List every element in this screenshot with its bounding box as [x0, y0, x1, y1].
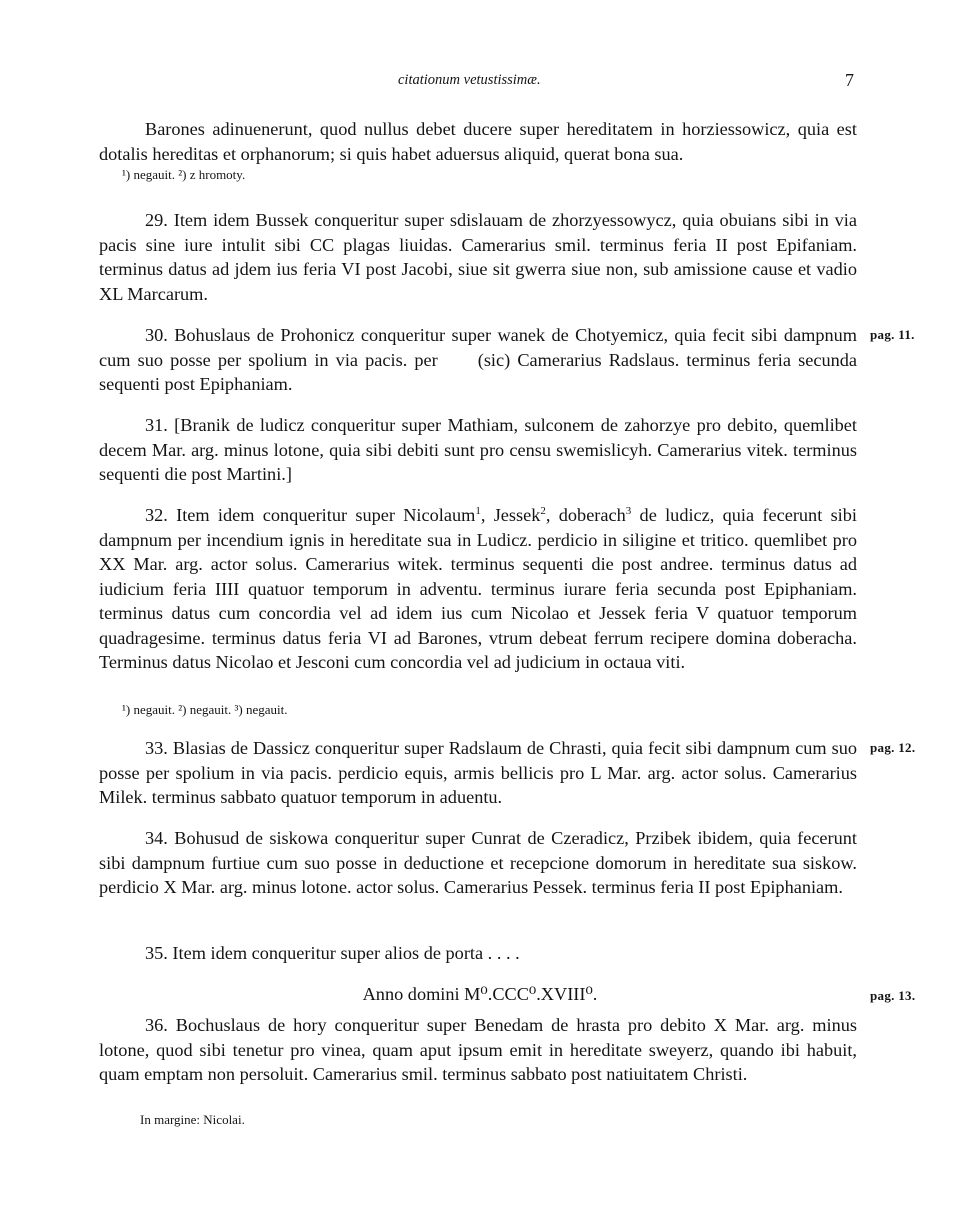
paragraph-36	[99, 1013, 857, 1087]
paragraph-32-part-b: , Jessek	[480, 505, 541, 525]
footnote-ref: 3	[625, 504, 632, 517]
paragraph-31	[99, 413, 857, 487]
paragraph-30-part-b: (sic) Camerarius Radslaus. terminus feria secunda sequenti post Epiphaniam.	[99, 349, 857, 394]
footnote-ref: 2	[540, 504, 546, 517]
side-note-pag-13: pag. 13.	[870, 988, 916, 1003]
page-header	[0, 72, 960, 96]
paragraph-32-part-c: , doberach	[545, 505, 626, 525]
footnote-ref: 1	[475, 504, 481, 517]
paragraph-33	[99, 736, 857, 810]
paragraph-continuation	[99, 117, 857, 166]
paragraph-text: Barones adinuenerunt, quod nullus debet ducere super hereditatem in horziessowicz, quia est dotalis hereditas et orphanorum; si quis habet aduersus aliquid, querat bona sua.	[99, 119, 857, 164]
paragraph-text	[99, 323, 857, 397]
side-note-pag-11: pag. 11.	[870, 327, 915, 342]
paragraph-30-part-a: 30. Bohuslaus de Prohonicz conqueritur super wanek de Chotyemicz, quia fecit sibi dampnum cum suo posse per spolium in via pacis. per	[99, 325, 857, 370]
paragraph-32-part-d: de ludicz, quia fecerunt sibi dampnum per incendium ignis in hereditate sua in Ludicz. perdicio in siligine et tritico. quemlibet pro XX Mar. arg. actor solus. Camerarius witek. terminus sequenti die post andree. terminus datus ad iudicium feria IIII quatuor temporum in adventu. terminus iurare feria secunda post Epiphaniam. terminus datus cum concordia vel ad idem ius cum Nicolao et Jessek feria V quatuor temporum quadragesime. terminus datus feria VI ad Barones, vtrum debeat ferrum recipere domina doberacha. Terminus datus Nicolao et Jesconi cum concordia vel ad judicium in octaua viti.	[99, 505, 857, 672]
paragraph-text: 33. Blasias de Dassicz conqueritur super Radslaum de Chrasti, quia fecit sibi dampnum cum suo posse per spolium in via pacis. perdicio equis, armis bellicis pro L Mar. arg. actor solus. Camerarius Milek. terminus sabbato quatuor temporum in aduentu.	[99, 738, 857, 807]
running-title: citationum vetustissimæ.	[398, 72, 541, 88]
paragraph-text: 36. Bochuslaus de hory conqueritur super Benedam de hrasta pro debito X Mar. arg. minus lotone, quod sibi tenetur pro vinea, quam aput ipsum emit in hereditate sweyerz, quando ibi habuit, quam emptam non persoluit. Camerarius smil. terminus sabbato post natiuitatem Christi.	[99, 1015, 857, 1084]
paragraph-34	[99, 826, 857, 900]
paragraph-text: 29. Item idem Bussek conqueritur super sdislauam de zhorzyessowycz, quia obuians sibi in via pacis sine iure intulit sibi CC plagas liuidas. Camerarius smil. terminus feria II post Epifaniam. terminus datus ad jdem ius feria VI post Jacobi, siue sit gwerra siue non, sub amissione cause et vadio XL Marcarum.	[99, 210, 857, 304]
side-note-pag-12: pag. 12.	[870, 740, 916, 755]
paragraph-text	[99, 503, 857, 675]
page-number: 7	[845, 70, 854, 90]
footnote-1: ¹) negauit. ²) z hromoty.	[122, 167, 246, 182]
footnote-2: ¹) negauit. ²) negauit. ³) negauit.	[122, 702, 288, 717]
paragraph-32-part-a: 32. Item idem conqueritur super Nicolaum	[145, 505, 476, 525]
margin-note: In margine: Nicolai.	[140, 1112, 245, 1127]
paragraph-29	[99, 208, 857, 306]
paragraph-text: 34. Bohusud de siskowa conqueritur super Cunrat de Czeradicz, Przibek ibidem, quia fecerunt sibi dampnum furtiue cum suo posse in deductione et recepcione domorum in hereditate sua siskow. perdicio X Mar. arg. minus lotone. actor solus. Camerarius Pessek. terminus feria II post Epiphaniam.	[99, 828, 857, 897]
paragraph-text: 31. [Branik de ludicz conqueritur super Mathiam, sulconem de zahorzye pro debito, quemlibet decem Mar. arg. minus lotone, quia sibi debiti sunt pro censu swemislicyh. Camerarius vitek. terminus sequenti die post Martini.]	[99, 415, 857, 484]
paragraph-32	[99, 503, 857, 675]
paragraph-text: 35. Item idem conqueritur super alios de porta . . . .	[145, 943, 520, 963]
year-heading: Anno domini M⁰.CCC⁰.XVIII⁰.	[362, 984, 598, 1004]
paragraph-30	[99, 323, 857, 397]
paragraph-35	[99, 941, 857, 966]
